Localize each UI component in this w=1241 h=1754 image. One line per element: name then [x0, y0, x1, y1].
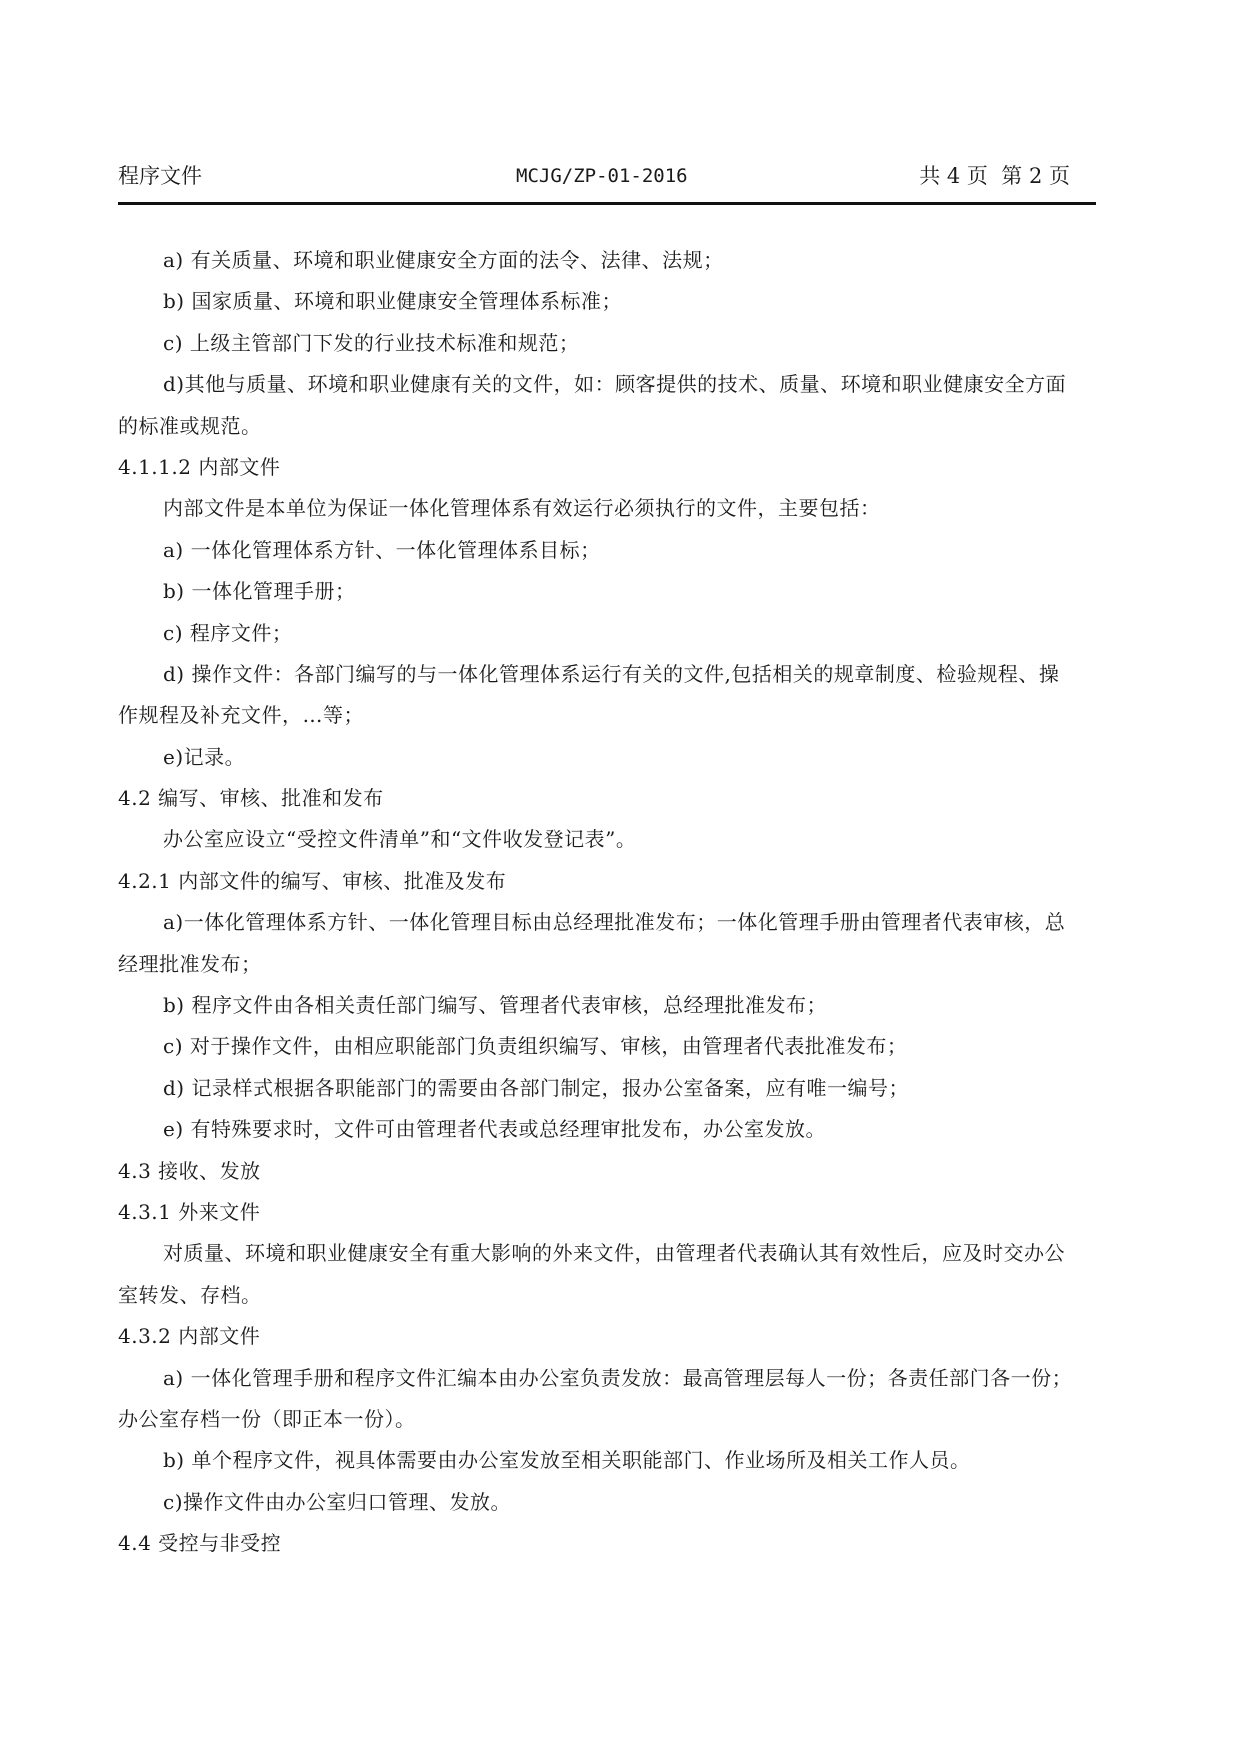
header-page-count: 共 4 页 第 2 页	[919, 164, 1070, 188]
list-item: d)其他与质量、环境和职业健康有关的文件，如：顾客提供的技术、质量、环境和职业健康安全方面	[163, 372, 1067, 397]
paragraph-continuation: 室转发、存档。	[118, 1282, 262, 1307]
list-item: e) 有特殊要求时，文件可由管理者代表或总经理审批发布，办公室发放。	[163, 1117, 826, 1142]
header-doc-code: MCJG/ZP-01-2016	[516, 165, 688, 187]
section-heading: 4.2 编写、审核、批准和发布	[118, 786, 384, 811]
paragraph: 办公室应设立“受控文件清单”和“文件收发登记表”。	[163, 827, 637, 852]
page-header	[118, 160, 1096, 192]
list-item: b) 单个程序文件，视具体需要由办公室发放至相关职能部门、作业场所及相关工作人员。	[163, 1448, 971, 1473]
section-heading: 4.3.2 内部文件	[118, 1324, 261, 1349]
list-item-continuation: 作规程及补充文件，…等；	[118, 703, 364, 728]
section-heading: 4.2.1 内部文件的编写、审核、批准及发布	[118, 868, 507, 893]
list-item: b) 国家质量、环境和职业健康安全管理体系标准；	[163, 289, 622, 314]
list-item: e)记录。	[163, 744, 246, 769]
paragraph: 对质量、环境和职业健康安全有重大影响的外来文件，由管理者代表确认其有效性后，应及时交办公	[163, 1241, 1065, 1266]
list-item: c)操作文件由办公室归口管理、发放。	[163, 1489, 512, 1514]
list-item-continuation: 办公室存档一份（即正本一份）。	[118, 1406, 416, 1431]
list-item: a) 有关质量、环境和职业健康安全方面的法令、法律、法规；	[163, 248, 724, 272]
list-item: b) 一体化管理手册；	[163, 579, 356, 604]
list-item: c) 程序文件；	[163, 620, 293, 645]
list-item: d) 记录样式根据各职能部门的需要由各部门制定，报办公室备案，应有唯一编号；	[163, 1075, 909, 1100]
section-heading: 4.1.1.2 内部文件	[118, 454, 281, 479]
list-item: a) 一体化管理体系方针、一体化管理体系目标；	[163, 537, 601, 562]
paragraph: 内部文件是本单位为保证一体化管理体系有效运行必须执行的文件，主要包括：	[163, 496, 881, 521]
list-item: a)一体化管理体系方针、一体化管理目标由总经理批准发布；一体化管理手册由管理者代表审核，总	[163, 910, 1066, 935]
list-item: b) 程序文件由各相关责任部门编写、管理者代表审核，总经理批准发布；	[163, 993, 827, 1018]
header-rule	[118, 202, 1096, 205]
list-item: c) 对于操作文件，由相应职能部门负责组织编写、审核，由管理者代表批准发布；	[163, 1034, 908, 1059]
document-body	[118, 240, 1118, 1565]
list-item: d) 操作文件：各部门编写的与一体化管理体系运行有关的文件,包括相关的规章制度、检验规程、操	[163, 661, 1060, 686]
list-item: a) 一体化管理手册和程序文件汇编本由办公室负责发放：最高管理层每人一份；各责任部门各一份；	[163, 1365, 1073, 1390]
list-item-continuation: 经理批准发布；	[118, 951, 262, 976]
section-heading: 4.3.1 外来文件	[118, 1199, 261, 1224]
section-heading: 4.4 受控与非受控	[118, 1531, 282, 1556]
header-doc-type: 程序文件	[118, 164, 202, 188]
section-heading: 4.3 接收、发放	[118, 1158, 261, 1183]
list-item-continuation: 的标准或规范。	[118, 413, 262, 438]
list-item: c) 上级主管部门下发的行业技术标准和规范；	[163, 330, 580, 355]
